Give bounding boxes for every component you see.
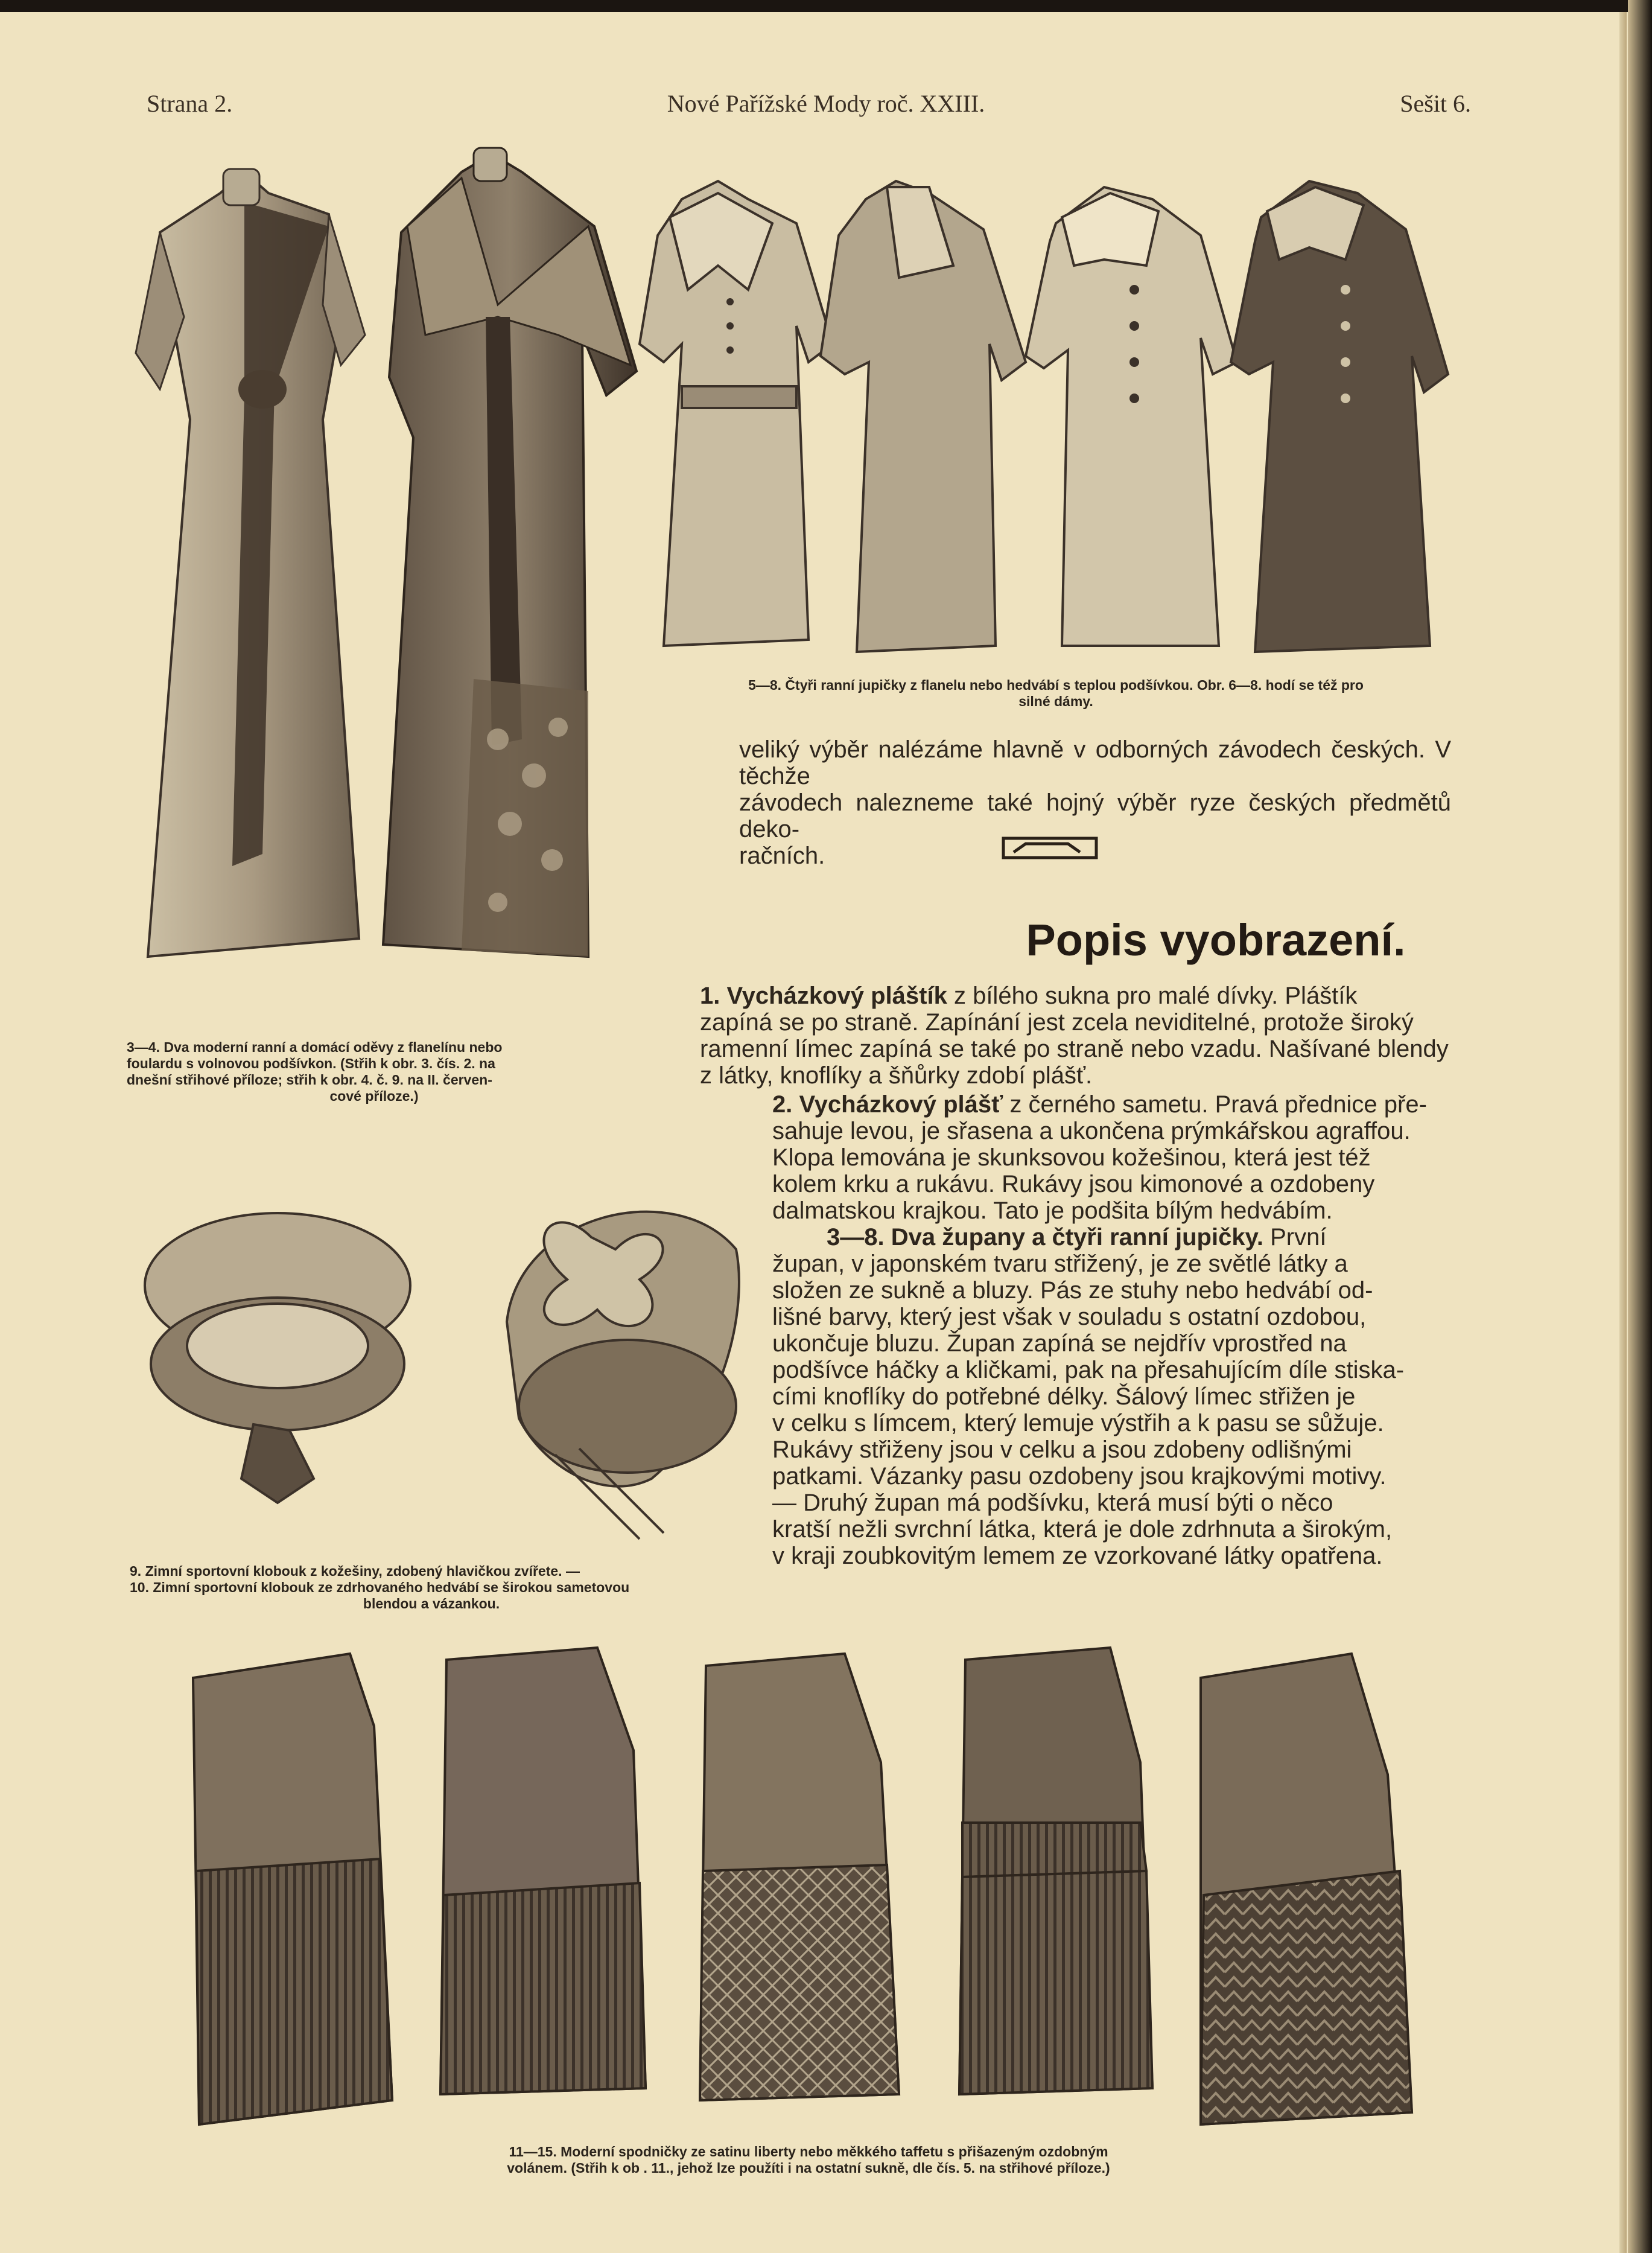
gowns-engraving: [124, 136, 667, 981]
ornament-divider: [1002, 837, 1098, 859]
caption-fig-3-4: [127, 1039, 621, 1104]
item-3-line: kratší nežli svrchní látka, která je dole zdrhnuta a širokým,: [772, 1516, 1393, 1543]
item-2-line: kolem krku a rukávu. Rukávy jsou kimonové a ozdobeny: [772, 1171, 1375, 1197]
item-1-text: z bílého sukna pro malé dívky. Pláštík: [947, 983, 1358, 1009]
item-1-line: zapíná se po straně. Zapínání jest zcela neviditelné, protože široký: [700, 1009, 1414, 1036]
ornament-glyph: [1002, 837, 1098, 859]
intro-line: veliký výběr nalézáme hlavně v odborných závodech českých. V těchže: [739, 736, 1451, 789]
jackets-engraving: [627, 145, 1478, 664]
caption-fig-3-4-line: dnešní střihové příloze; střih k obr. 4. č. 9. na II. červen-: [127, 1072, 492, 1088]
item-1-line: ramenní límec zapíná se také po straně nebo vzadu. Našívané blendy: [700, 1036, 1449, 1062]
issue-number: Sešit 6.: [1400, 90, 1471, 117]
description-paragraph-2: [772, 1091, 1454, 1224]
caption-fig-9-10-line: 9. Zimní sportovní klobouk z kožešiny, zdobený hlavičkou zvířete. —: [130, 1563, 580, 1579]
item-2-text: z černého sametu. Pravá přednice pře-: [1003, 1091, 1427, 1118]
item-3-line: Rukávy střiženy jsou v celku a jsou zdobeny odlišnými: [772, 1436, 1352, 1463]
item-3-line: složen ze sukně a bluzy. Pás ze stuhy nebo hedvábí od-: [772, 1277, 1373, 1304]
item-1-lead: 1. Vycházkový pláštík: [700, 983, 947, 1009]
top-page-edge: [0, 0, 1652, 12]
description-paragraph-1: [700, 983, 1454, 1089]
item-3-line: lišné barvy, který jest však v souladu s ostatní ozdobou,: [772, 1304, 1367, 1330]
item-3-line: — Druhý župan má podšívku, která musí býti o něco: [772, 1490, 1333, 1516]
illustration-petticoats: [175, 1642, 1520, 2143]
item-2-line: dalmatskou krajkou. Tato je podšita bílým hedvábím.: [772, 1197, 1333, 1224]
caption-fig-9-10-line: 10. Zimní sportovní klobouk ze zdrhovaného hedvábí se širokou sametovou: [130, 1579, 630, 1595]
item-3-line: patkami. Vázanky pasu ozdobeny jsou krajkovými motivy.: [772, 1463, 1387, 1490]
caption-fig-9-10-line: blendou a vázankou.: [363, 1596, 500, 1611]
item-3-line: podšívce háčky a kličkami, pak na přesahujícím díle stiska-: [772, 1357, 1405, 1383]
petticoats-engraving: [175, 1642, 1520, 2143]
illustration-dressing-gowns: [124, 136, 667, 981]
section-title: Popis vyobrazení.: [1026, 915, 1406, 965]
binding-strip: [1619, 12, 1627, 2253]
right-page-edge: [1628, 0, 1652, 2253]
item-3-line: ukončuje bluzu. Župan zapíná se nejdřív vprostřed na: [772, 1330, 1347, 1357]
caption-fig-5-8-line: 5—8. Čtyři ranní jupičky z flanelu nebo hedvábí s teplou podšívkou. Obr. 6—8. hodí se též pro: [748, 677, 1364, 693]
caption-fig-9-10: [130, 1563, 733, 1612]
item-3-text: První: [1263, 1224, 1327, 1251]
description-paragraph-3: [772, 1224, 1454, 1569]
caption-fig-11-15: [374, 2144, 1243, 2176]
item-3-line: cími knoflíky do potřebné délky. Šálový límec střižen je: [772, 1383, 1356, 1410]
item-3-line: v celku s límcem, který lemuje výstřih a k pasu se sůžuje.: [772, 1410, 1384, 1436]
illustration-morning-jackets: [627, 145, 1478, 664]
caption-fig-11-15-line: 11—15. Moderní spodničky ze satinu liberty nebo měkkého taffetu s přišazeným ozdobným: [509, 2144, 1108, 2159]
item-3-line: v kraji zoubkovitým lemem ze vzorkované látky opatřena.: [772, 1543, 1383, 1569]
item-2-line: Klopa lemována je skunksovou kožešinou, která jest též: [772, 1144, 1371, 1171]
intro-line: závodech nalezneme také hojný výběr ryze českých předmětů deko-: [739, 789, 1451, 843]
caption-fig-3-4-line: 3—4. Dva moderní ranní a domácí oděvy z flanelínu nebo: [127, 1039, 503, 1055]
caption-fig-3-4-line: cové příloze.): [329, 1088, 419, 1104]
item-2-line: sahuje levou, je sřasena a ukončena prýmkářskou agraffou.: [772, 1118, 1411, 1144]
caption-fig-5-8-line: silné dámy.: [1018, 693, 1093, 709]
journal-title: Nové Pařížské Mody roč. XXIII.: [667, 90, 985, 117]
illustration-winter-hats: [133, 1165, 760, 1557]
caption-fig-3-4-line: foulardu s volnovou podšívkon. (Střih k obr. 3. čís. 2. na: [127, 1056, 495, 1071]
caption-fig-11-15-line: volánem. (Střih k ob . 11., jehož lze použíti i na ostatní sukně, dle čís. 5. na střihové příloze.): [507, 2160, 1110, 2176]
item-2-lead: 2. Vycházkový plášť: [772, 1091, 1003, 1118]
caption-fig-5-8: [652, 677, 1460, 710]
item-1-line: z látky, knoflíky a šňůrky zdobí plášť.: [700, 1062, 1093, 1089]
page-number: Strana 2.: [147, 90, 233, 117]
hats-engraving: [133, 1165, 760, 1557]
item-3-line: župan, v japonském tvaru střižený, je ze světlé látky a: [772, 1251, 1348, 1277]
intro-line: račních.: [739, 843, 825, 869]
item-3-lead: 3—8. Dva župany a čtyři ranní jupičky.: [827, 1224, 1263, 1251]
